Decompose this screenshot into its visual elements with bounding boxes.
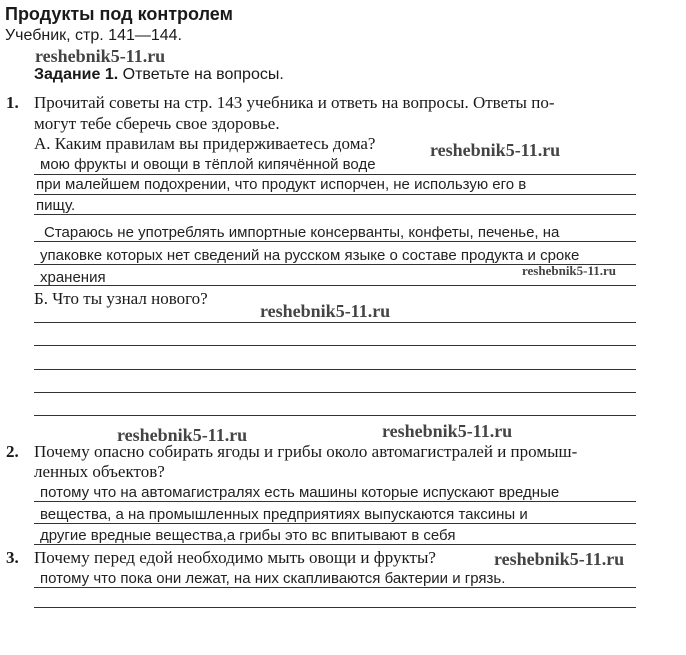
answer-line <box>34 241 636 242</box>
answer-line <box>34 544 636 545</box>
answer-text: другие вредные вещества,а грибы это вс впитывают в себя <box>40 527 456 544</box>
answer-text: хранения <box>40 269 106 286</box>
question-text: Почему опасно собирать ягоды и грибы около автомагистралей и промыш- <box>34 442 578 461</box>
watermark: reshebnik5-11.ru <box>522 263 617 278</box>
answer-line <box>34 214 636 215</box>
answer-line <box>34 194 636 195</box>
answer-line <box>34 607 636 608</box>
answer-text: пищу. <box>36 197 76 214</box>
watermark: reshebnik5-11.ru <box>35 46 166 66</box>
answer-text: потому что пока они лежат, на них скапливаются бактерии и грязь. <box>40 570 506 587</box>
answer-line <box>34 322 636 323</box>
answer-line <box>34 369 636 370</box>
answer-line <box>34 345 636 346</box>
question-text: могут тебе сберечь свое здоровье. <box>34 114 280 133</box>
watermark: reshebnik5-11.ru <box>430 140 561 160</box>
answer-text: Стараюсь не употреблять импортные консерванты, конфеты, печенье, на <box>44 224 560 241</box>
page-title: Продукты под контролем <box>5 4 233 24</box>
sub-question-a: А. Каким правилам вы придерживаетесь дома? <box>34 134 376 153</box>
watermark: reshebnik5-11.ru <box>117 425 248 445</box>
answer-line <box>34 523 636 524</box>
task-heading <box>34 66 284 84</box>
watermark: reshebnik5-11.ru <box>382 421 513 441</box>
textbook-reference: Учебник, стр. 141—144. <box>5 27 182 44</box>
question-text: Почему перед едой необходимо мыть овощи и фрукты? <box>34 548 436 567</box>
answer-line <box>34 501 636 502</box>
task-label: Задание 1. <box>34 66 119 83</box>
task-text: Ответьте на вопросы. <box>122 66 284 83</box>
question-number: 2. <box>6 442 19 461</box>
answer-line <box>34 392 636 393</box>
watermark: reshebnik5-11.ru <box>494 549 625 569</box>
answer-line <box>34 415 636 416</box>
answer-line <box>34 285 636 286</box>
question-text: Прочитай советы на стр. 143 учебника и ответь на вопросы. Ответы по- <box>34 93 555 112</box>
answer-line <box>34 174 636 175</box>
answer-text: при малейшем подохрении, что продукт испорчен, не использую его в <box>36 176 527 193</box>
question-number: 1. <box>6 93 19 112</box>
answer-line <box>34 587 636 588</box>
answer-text: вещества, а на промышленных предприятиях выпускаются таксины и <box>40 506 528 523</box>
answer-text: мою фрукты и овощи в тёплой кипячённой воде <box>40 156 376 173</box>
sub-question-b: Б. Что ты узнал нового? <box>34 289 208 308</box>
question-text: ленных объектов? <box>34 462 165 481</box>
answer-text: упаковке которых нет сведений на русском языке о составе продукта и сроке <box>40 247 580 264</box>
question-number: 3. <box>6 548 19 567</box>
answer-text: потому что на автомагистралях есть машины которые испускают вредные <box>40 484 560 501</box>
watermark: reshebnik5-11.ru <box>260 301 391 321</box>
